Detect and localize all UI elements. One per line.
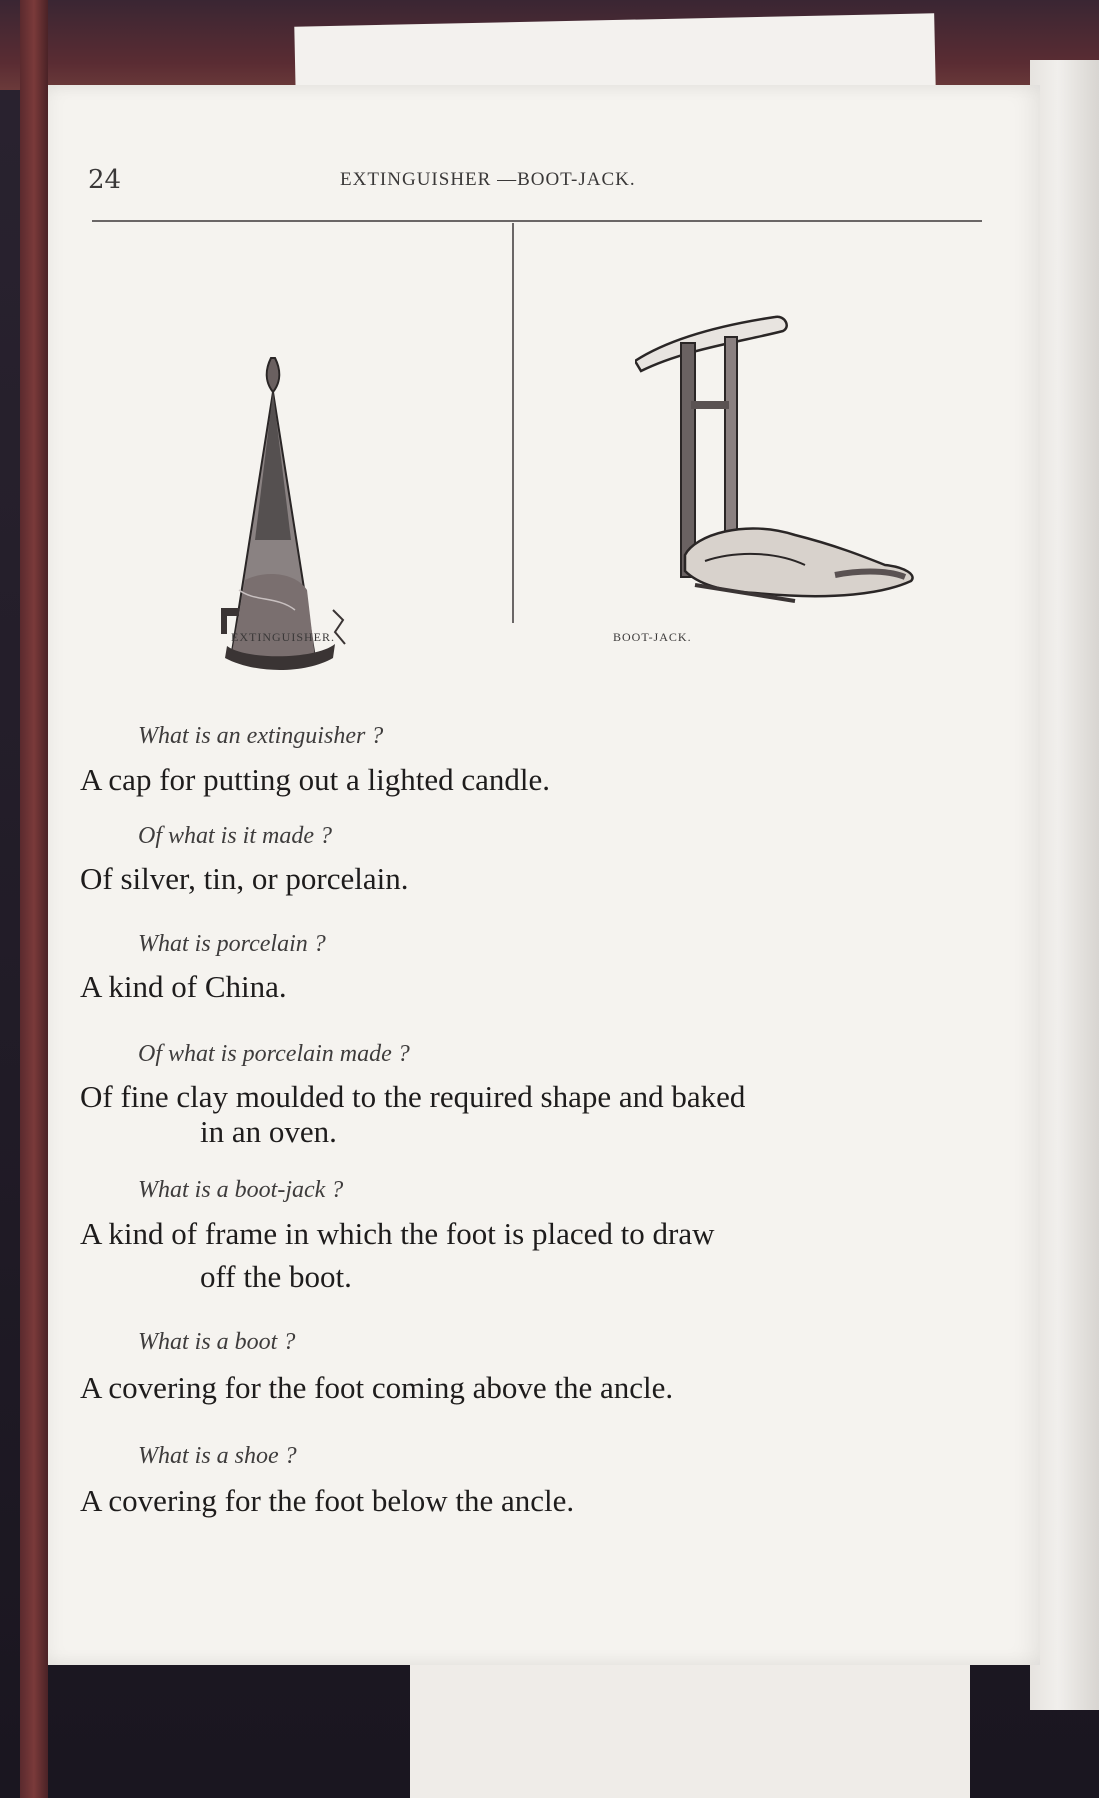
running-head-title: EXTINGUISHER —BOOT-JACK. — [340, 169, 636, 190]
column-divider — [512, 223, 514, 623]
page-edge-right — [1030, 60, 1099, 1710]
answer-text: Of silver, tin, or porcelain. — [80, 861, 409, 896]
boot-jack-caption: BOOT-JACK. — [613, 630, 692, 644]
question-text: What is porcelain ? — [138, 931, 326, 957]
question-text: Of what is it made ? — [138, 823, 333, 849]
boot-jack-illustration-icon — [635, 275, 925, 615]
question-text: What is a boot ? — [138, 1329, 296, 1355]
book-page — [40, 85, 1040, 1665]
running-head — [40, 165, 1040, 205]
question-text: What is an extinguisher ? — [138, 723, 384, 749]
header-rule — [92, 220, 982, 222]
answer-text: A covering for the foot below the ancle. — [80, 1483, 575, 1518]
question-text: Of what is porcelain made ? — [138, 1041, 410, 1067]
paper-slip-bottom — [410, 1650, 970, 1798]
question-text: What is a shoe ? — [138, 1443, 297, 1469]
answer-continuation: in an oven. — [200, 1114, 337, 1149]
answer-text: Of fine clay moulded to the required shape and baked — [80, 1079, 746, 1114]
answer-text: A kind of frame in which the foot is placed to draw — [80, 1216, 715, 1251]
question-text: What is a boot-jack ? — [138, 1177, 344, 1203]
answer-text: A kind of China. — [80, 969, 287, 1004]
answer-text: A covering for the foot coming above the ancle. — [80, 1370, 674, 1405]
page-number: 24 — [88, 165, 122, 195]
extinguisher-caption: EXTINGUISHER. — [231, 630, 335, 644]
red-spine-strip — [20, 0, 48, 1798]
extinguisher-illustration-icon — [215, 340, 385, 700]
answer-text: A cap for putting out a lighted candle. — [80, 762, 551, 797]
answer-continuation: off the boot. — [200, 1259, 352, 1294]
